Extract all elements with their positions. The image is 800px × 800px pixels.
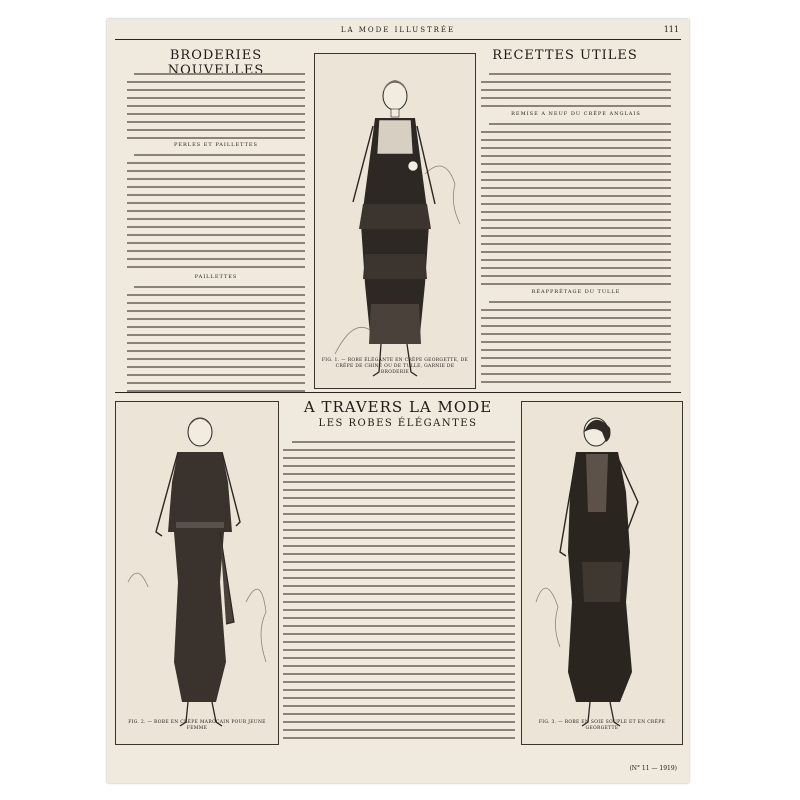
issue-number: (N° 11 — 1919) (629, 765, 677, 772)
magazine-page (107, 19, 689, 783)
remise-subheading: REMISE A NEUF DU CRÊPE ANGLAIS (511, 111, 641, 117)
paillettes-text (127, 282, 305, 392)
recettes-intro-text (481, 69, 671, 109)
header-rule (115, 39, 681, 40)
page-number: 111 (663, 25, 679, 34)
running-title: LA MODE ILLUSTRÉE (340, 26, 456, 34)
article-subtitle: LES ROBES ÉLÉGANTES (318, 418, 478, 429)
figure-3-frame (521, 401, 683, 745)
broderies-title: BRODERIES NOUVELLES (167, 48, 265, 78)
article-body-text (283, 437, 515, 742)
figure-1-frame (314, 53, 476, 389)
figure-2-illustration (116, 402, 278, 744)
recettes-title: RECETTES UTILES (492, 48, 638, 63)
reapprets-subheading: RÉAPPRÊTAGE DU TULLE (531, 289, 621, 295)
article-title: A TRAVERS LA MODE (303, 398, 493, 416)
reapprets-text (481, 297, 671, 389)
remise-text (481, 119, 671, 285)
figure-1-caption: FIG. 1. — ROBE ÉLÉGANTE EN CRÊPE GEORGETTE, DE CRÊPE DE CHINE OU DE TULLE, GARNIE DE BRODERIE (321, 358, 469, 375)
section-rule (115, 392, 681, 393)
figure-2-caption: FIG. 2. — ROBE EN CRÊPE MAROCAIN POUR JEUNE FEMME (128, 720, 266, 731)
figure-3-caption: FIG. 3. — ROBE EN SOIE SOUPLE ET EN CRÊPE GEORGETTE (538, 720, 666, 731)
figure-2-frame (115, 401, 279, 745)
figure-3-illustration (522, 402, 682, 744)
paillettes-subheading: PAILLETTES (194, 274, 238, 280)
perles-text (127, 150, 305, 270)
perles-subheading: PERLES ET PAILLETTES (174, 142, 258, 148)
figure-1-illustration (315, 54, 475, 388)
broderies-intro-text (127, 69, 305, 139)
